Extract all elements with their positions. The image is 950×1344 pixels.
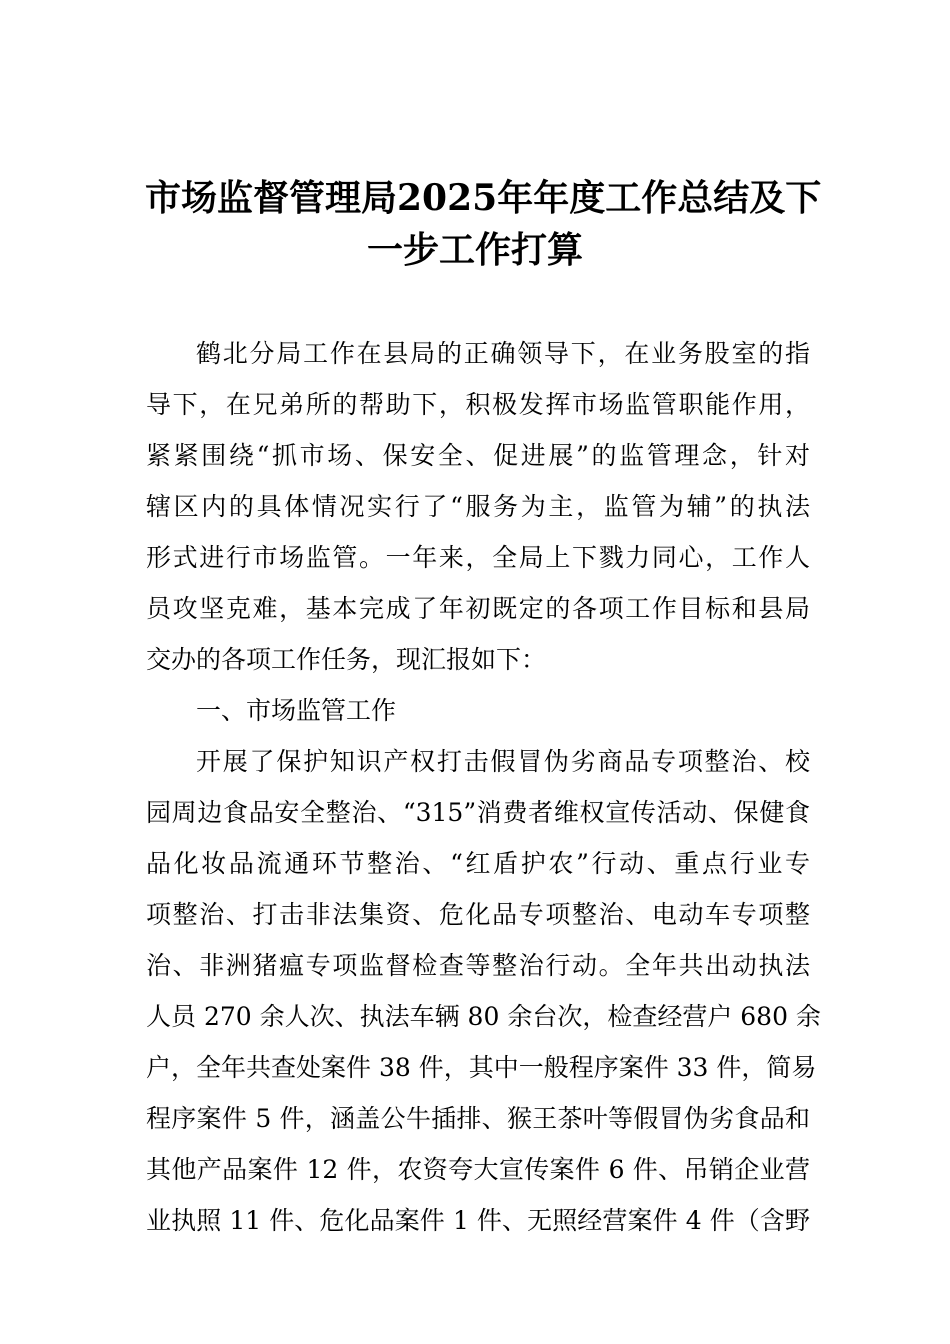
section-1-heading: 一、市场监管工作 (196, 696, 397, 725)
paragraph-1-line: 导下，在兄弟所的帮助下，积极发挥市场监管职能作用， (146, 390, 810, 419)
paragraph-2-line: 治、非洲猪瘟专项监督检查等整治行动。全年共出动执法 (146, 951, 810, 980)
paragraph-2-line: 程序案件 5 件，涵盖公牛插排、猴王茶叶等假冒伪劣食品和 (146, 1104, 810, 1133)
document-body (146, 328, 821, 1246)
paragraph-2-line: 其他产品案件 12 件，农资夸大宣传案件 6 件、吊销企业营 (146, 1155, 810, 1184)
paragraph-1-line: 紧紧围绕“抓市场、保安全、促进展”的监管理念，针对 (146, 441, 810, 470)
title-line-1: 市场监督管理局2025年年度工作总结及下 (145, 177, 822, 219)
paragraph-2-line: 人员 270 余人次、执法车辆 80 余台次，检查经营户 680 余 (146, 1002, 821, 1031)
paragraph-1-line: 交办的各项工作任务，现汇报如下： (146, 645, 547, 674)
paragraph-2-line: 业执照 11 件、危化品案件 1 件、无照经营案件 4 件（含野 (146, 1206, 810, 1235)
paragraph-1 (146, 328, 810, 685)
title-line-2: 一步工作打算 (366, 229, 583, 271)
paragraph-1-line: 形式进行市场监管。一年来，全局上下戮力同心，工作人 (146, 543, 810, 572)
paragraph-2-line: 园周边食品安全整治、“315”消费者维权宣传活动、保健食 (146, 798, 810, 827)
paragraph-2-line: 项整治、打击非法集资、危化品专项整治、电动车专项整 (146, 900, 810, 929)
paragraph-1-line: 辖区内的具体情况实行了“服务为主，监管为辅”的执法 (146, 492, 810, 521)
paragraph-2-line: 品化妆品流通环节整治、“红盾护农”行动、重点行业专 (146, 849, 810, 878)
paragraph-2 (146, 736, 821, 1246)
paragraph-2-line: 户，全年共查处案件 38 件，其中一般程序案件 33 件，简易 (146, 1053, 817, 1082)
document-title (145, 172, 822, 276)
paragraph-1-line: 员攻坚克难，基本完成了年初既定的各项工作目标和县局 (146, 594, 810, 623)
paragraph-2-line: 开展了保护知识产权打击假冒伪劣商品专项整治、校 (196, 747, 810, 776)
paragraph-1-line: 鹤北分局工作在县局的正确领导下，在业务股室的指 (196, 339, 810, 368)
